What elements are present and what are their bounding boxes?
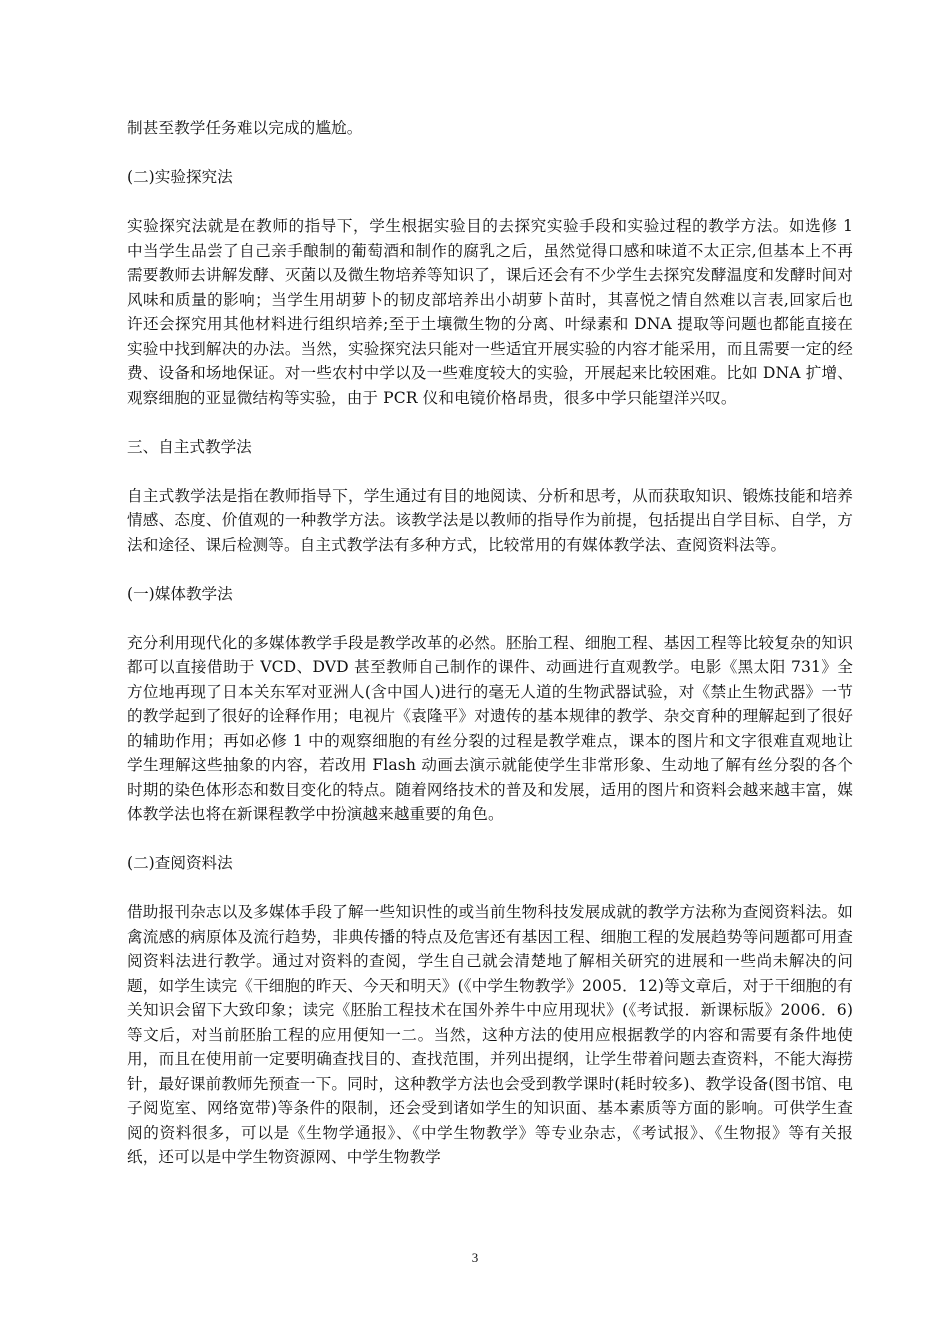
section-heading-media-teaching: (一)媒体教学法 [127, 584, 233, 603]
paragraph-reference-lookup: 借助报刊杂志以及多媒体手段了解一些知识性的或当前生物科技发展成就的教学方法称为查阅资料法。如禽流感的病原体及流行趋势，非典传播的特点及危害还有基因工程、细胞工程的发展趋势等问题都可用查阅资料法进行教学。通过对资料的查阅，学生自己就会清楚地了解相关研究的进展和一些尚未解决的问题，如学生读完《干细胞的昨天、今天和明天》(《中学生物教学》2005．12)等文章后，对于干细胞的有关知识会留下大致印象；读完《胚胎工程技术在国外养牛中应用现状》(《考试报．新课标版》2006．6)等文后，对当前胚胎工程的应用便知一二。当然，这种方法的使用应根据教学的内容和需要有条件地使用，而且在使用前一定要明确查找目的、查找范围，并列出提纲，让学生带着问题去查资料，不能大海捞针，最好课前教师先预查一下。同时，这种教学方法也会受到教学课时(耗时较多)、教学设备(图书馆、电子阅览室、网络宽带)等条件的限制，还会受到诸如学生的知识面、基本素质等方面的影响。可供学生查阅的资料很多，可以是《生物学通报》、《中学生物教学》等专业杂志，《考试报》、《生物报》等有关报纸，还可以是中学生物资源网、中学生物教学 [127, 903, 853, 1166]
paragraph-experiment-inquiry: 实验探究法就是在教师的指导下，学生根据实验目的去探究实验手段和实验过程的教学方法。如选修 1 中当学生品尝了自己亲手酿制的葡萄酒和制作的腐乳之后，虽然觉得口感和味道不太正宗,但基本上不再需要教师去讲解发酵、灭菌以及微生物培养等知识了，课后还会有不少学生去探究发酵温度和发酵时间对风味和质量的影响；当学生用胡萝卜的韧皮部培养出小胡萝卜苗时，其喜悦之情自然难以言表,回家后也许还会探究用其他材料进行组织培养;至于土壤微生物的分离、叶绿素和 DNA 提取等问题也都能直接在实验中找到解决的办法。当然，实验探究法只能对一些适宜开展实验的内容才能采用，而且需要一定的经费、设备和场地保证。对一些农村中学以及一些难度较大的实验，开展起来比较困难。比如 DNA 扩增、观察细胞的亚显微结构等实验，由于 PCR 仪和电镜价格昂贵，很多中学只能望洋兴叹。 [127, 217, 853, 407]
spacer [127, 459, 853, 484]
document-body [127, 116, 853, 1170]
section-heading-reference-lookup: (二)查阅资料法 [127, 854, 233, 872]
section-heading-autonomous-teaching: 三、自主式教学法 [127, 437, 252, 456]
page-number: 3 [471, 1250, 479, 1265]
section-heading-experiment-inquiry: (二)实验探究法 [127, 168, 233, 186]
spacer [127, 557, 853, 582]
spacer [127, 606, 853, 631]
spacer [127, 190, 853, 215]
spacer [127, 410, 853, 435]
paragraph-autonomous-teaching: 自主式教学法是指在教师指导下，学生通过有目的地阅读、分析和思考，从而获取知识、锻炼技能和培养情感、态度、价值观的一种教学方法。该教学法是以教师的指导作为前提，包括提出自学目标、自学，方法和途径、课后检测等。自主式教学法有多种方式，比较常用的有媒体教学法、查阅资料法等。 [127, 486, 853, 554]
spacer [127, 827, 853, 852]
spacer [127, 876, 853, 901]
paragraph-continued: 制甚至教学任务难以完成的尴尬。 [127, 119, 363, 137]
spacer [127, 141, 853, 166]
paragraph-media-teaching: 充分利用现代化的多媒体教学手段是教学改革的必然。胚胎工程、细胞工程、基因工程等比较复杂的知识都可以直接借助于 VCD、DVD 甚至教师自己制作的课件、动画进行直观教学。电影《黑太阳 731》全方位地再现了日本关东军对亚洲人(含中国人)进行的毫无人道的生物武器试验，对《禁止生物武器》一节的教学起到了很好的诠释作用；电视片《袁隆平》对遗传的基本规律的教学、杂交育种的理解起到了很好的辅助作用；再如必修 1 中的观察细胞的有丝分裂的过程是教学难点，课本的图片和文字很难直观地让学生理解这些抽象的内容，若改用 Flash 动画去演示就能使学生非常形象、生动地了解有丝分裂的各个时期的染色体形态和数目变化的特点。随着网络技术的普及和发展，适用的图片和资料会越来越丰富，媒体教学法也将在新课程教学中扮演越来越重要的角色。 [127, 633, 853, 823]
